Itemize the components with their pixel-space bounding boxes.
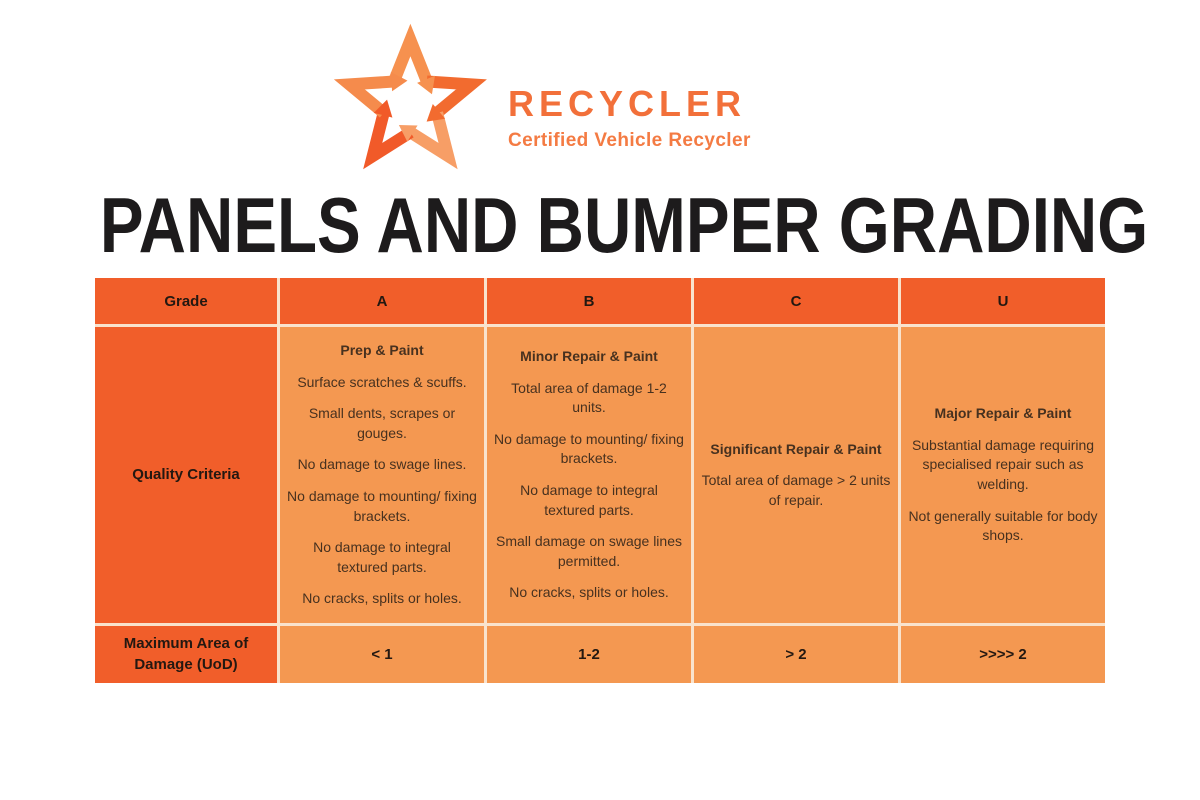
criteria-item: Total area of damage 1-2 units. bbox=[511, 379, 667, 416]
criteria-item: No damage to integral textured parts. bbox=[520, 482, 658, 518]
max-damage-value-a: < 1 bbox=[280, 626, 484, 683]
criteria-cell-grade-a bbox=[280, 327, 484, 623]
max-damage-value-b: 1-2 bbox=[487, 626, 691, 683]
brand-name: RECYCLER bbox=[508, 83, 747, 124]
criteria-item: No damage to swage lines. bbox=[297, 456, 467, 473]
criteria-item: Small dents, scrapes or gouges. bbox=[308, 405, 456, 441]
header-cell-u: U bbox=[901, 278, 1105, 324]
criteria-heading: Minor Repair & Paint bbox=[520, 348, 658, 365]
page-title-text: PANELS AND BUMPER GRADING bbox=[99, 181, 1149, 269]
page-title bbox=[0, 181, 1200, 269]
criteria-item: Total area of damage > 2 units of repair. bbox=[701, 472, 891, 508]
logo bbox=[326, 16, 751, 178]
criteria-item: No cracks, splits or holes. bbox=[302, 590, 462, 607]
criteria-item: No cracks, splits or holes. bbox=[509, 584, 669, 601]
header-cell-b: B bbox=[487, 278, 691, 324]
criteria-cell-grade-c bbox=[694, 327, 898, 623]
max-damage-value-u: >>>> 2 bbox=[901, 626, 1105, 683]
criteria-cell-grade-u bbox=[901, 327, 1105, 623]
logo-text bbox=[508, 16, 751, 150]
criteria-item: Substantial damage requiring specialised repair such as welding. bbox=[911, 436, 1095, 492]
header-cell-c: C bbox=[694, 278, 898, 324]
criteria-item: Small damage on swage lines permitted. bbox=[496, 533, 682, 569]
criteria-heading: Major Repair & Paint bbox=[934, 405, 1072, 422]
max-damage-value-c: > 2 bbox=[694, 626, 898, 683]
header-cell-a: A bbox=[280, 278, 484, 324]
criteria-item: No damage to mounting/ fixing brackets. bbox=[287, 488, 477, 524]
header-cell-grade: Grade bbox=[95, 278, 277, 324]
row-label-quality-criteria: Quality Criteria bbox=[95, 327, 277, 623]
criteria-item: Not generally suitable for body shops. bbox=[908, 507, 1098, 544]
criteria-item: No damage to integral textured parts. bbox=[313, 539, 451, 575]
recycle-star-icon bbox=[326, 16, 498, 178]
row-label-max-damage: Maximum Area of Damage (UoD) bbox=[95, 626, 277, 683]
brand-tagline: Certified Vehicle Recycler bbox=[508, 130, 751, 151]
criteria-item: Surface scratches & scuffs. bbox=[297, 373, 467, 390]
criteria-cell-grade-b bbox=[487, 327, 691, 623]
grading-table bbox=[95, 278, 1105, 683]
criteria-heading: Prep & Paint bbox=[340, 342, 424, 359]
criteria-item: No damage to mounting/ fixing brackets. bbox=[494, 430, 684, 467]
criteria-heading: Significant Repair & Paint bbox=[710, 440, 882, 457]
